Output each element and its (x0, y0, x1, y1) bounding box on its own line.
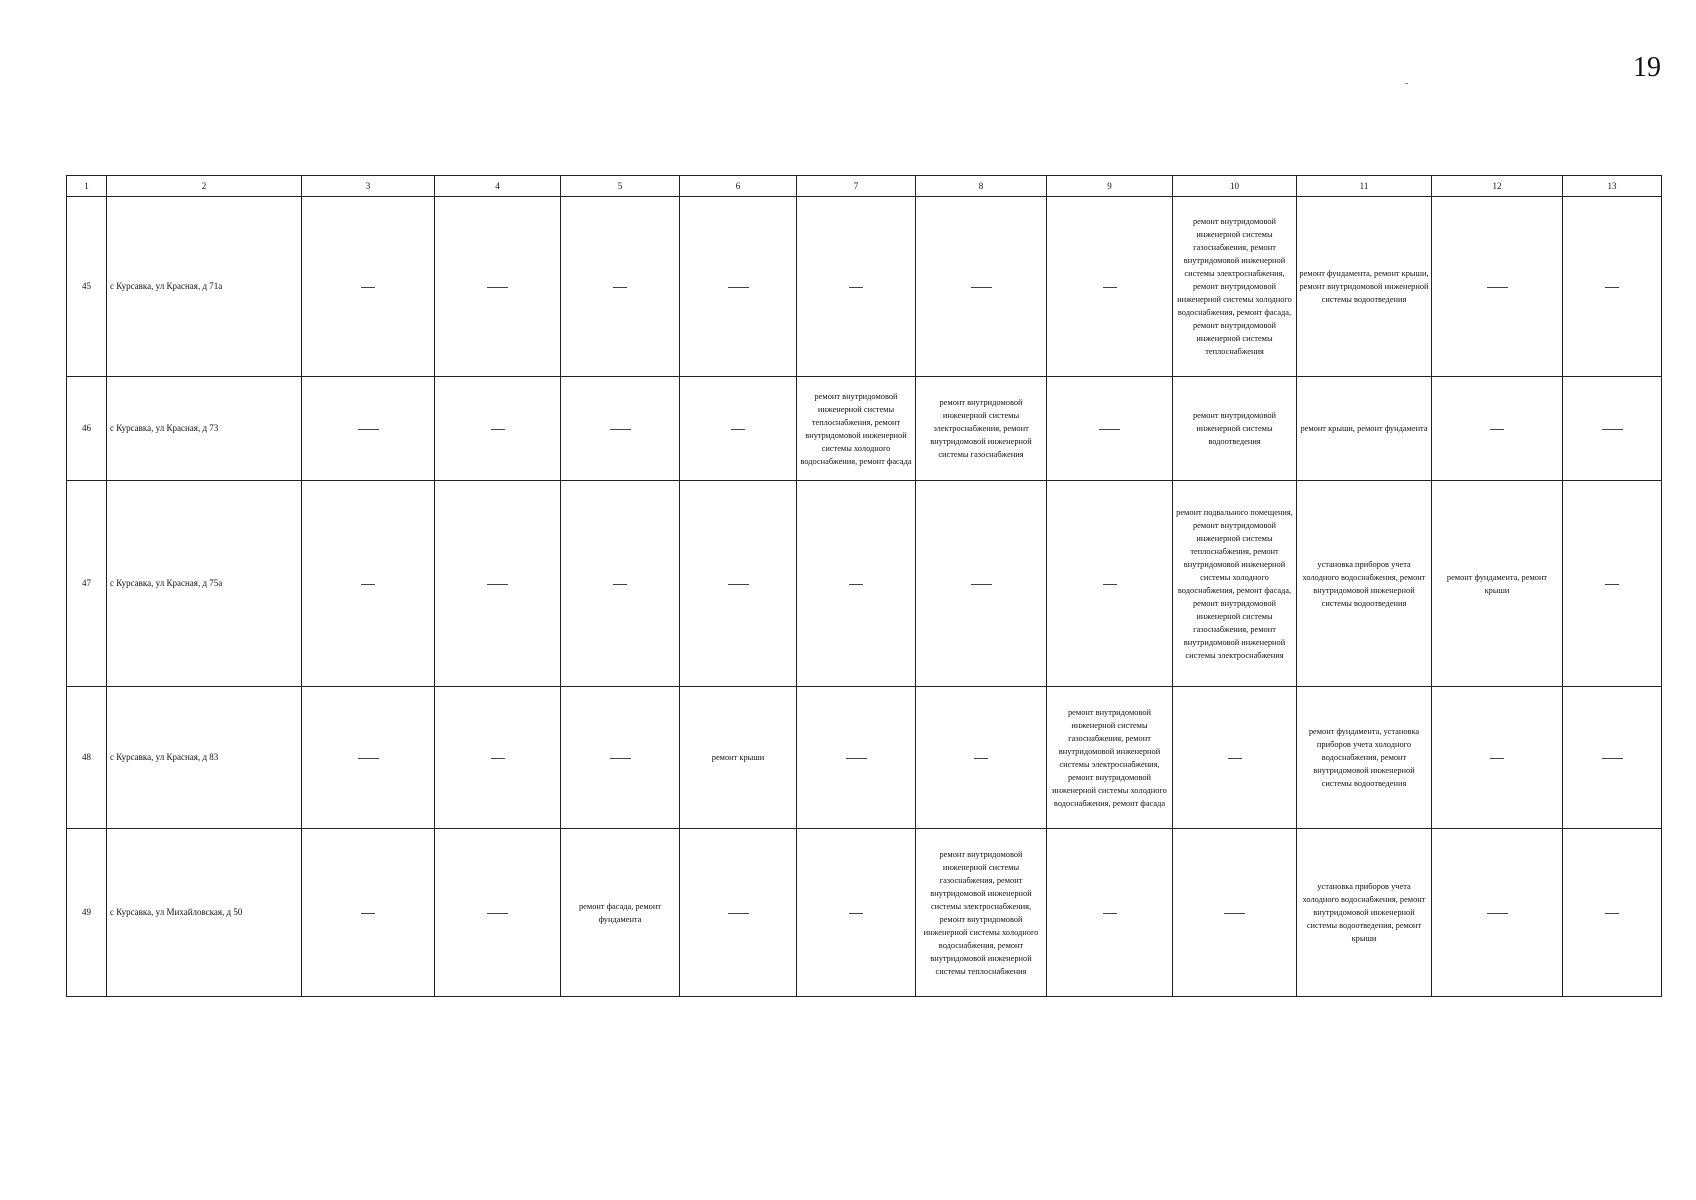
dash-mark (610, 429, 631, 430)
dash-mark (1487, 913, 1508, 914)
table-cell: ремонт фундамента, ремонт крыши, ремонт внутридомовой инженерной системы водоотведения (1297, 197, 1432, 377)
column-number: 12 (1432, 176, 1563, 197)
dash-mark (1099, 429, 1120, 430)
row-number: 45 (67, 197, 107, 377)
dash-mark (1103, 584, 1117, 585)
table-cell: установка приборов учета холодного водоснабжения, ремонт внутридомовой инженерной системы водоотведения, ремонт крыши (1297, 829, 1432, 997)
table-cell (1432, 687, 1563, 829)
table-cell: ремонт внутридомовой инженерной системы газоснабжения, ремонт внутридомовой инженерной системы электроснабжения, ремонт внутридомовой инженерной системы холодного водоснабжения, ремонт внутридомовой инженерной системы теплоснабжения (916, 829, 1047, 997)
dash-mark (728, 287, 749, 288)
table-cell (1563, 481, 1662, 687)
row-number: 49 (67, 829, 107, 997)
column-number: 10 (1173, 176, 1297, 197)
table-cell: ремонт внутридомовой инженерной системы теплоснабжения, ремонт внутридомовой инженерной системы холодного водоснабжения, ремонт фасада (797, 377, 916, 481)
table-cell (797, 197, 916, 377)
table-cell (797, 687, 916, 829)
dash-mark (487, 584, 508, 585)
table-cell (435, 377, 561, 481)
column-number-row (67, 176, 1662, 197)
row-number: 48 (67, 687, 107, 829)
table-cell: ремонт внутридомовой инженерной системы водоотведения (1173, 377, 1297, 481)
dash-mark (731, 429, 745, 430)
table-cell (302, 377, 435, 481)
table-cell: ремонт крыши (680, 687, 797, 829)
table-cell (680, 197, 797, 377)
table-cell (1432, 377, 1563, 481)
table-cell (1432, 197, 1563, 377)
dash-mark (358, 429, 379, 430)
table-cell (916, 687, 1047, 829)
table-cell: ремонт фундамента, установка приборов учета холодного водоснабжения, ремонт внутридомовой инженерной системы водоотведения (1297, 687, 1432, 829)
table-cell (302, 481, 435, 687)
dash-mark (1602, 758, 1623, 759)
dash-mark (361, 287, 375, 288)
column-number: 9 (1047, 176, 1173, 197)
table-cell (1047, 829, 1173, 997)
table-cell (1432, 829, 1563, 997)
dash-mark (1605, 287, 1619, 288)
table-cell (1173, 687, 1297, 829)
dash-mark (613, 287, 627, 288)
table-cell (1563, 197, 1662, 377)
column-number: 11 (1297, 176, 1432, 197)
table-cell (302, 197, 435, 377)
table-cell (435, 687, 561, 829)
table-cell (680, 377, 797, 481)
dash-mark (1103, 913, 1117, 914)
table-cell (1173, 829, 1297, 997)
column-number: 7 (797, 176, 916, 197)
table-cell (561, 481, 680, 687)
dash-mark (1605, 584, 1619, 585)
table-row (67, 829, 1662, 997)
table-row (67, 377, 1662, 481)
dash-mark (728, 913, 749, 914)
table-cell (1047, 377, 1173, 481)
column-number: 1 (67, 176, 107, 197)
dash-mark (1602, 429, 1623, 430)
table-cell: ремонт внутридомовой инженерной системы газоснабжения, ремонт внутридомовой инженерной системы электроснабжения, ремонт внутридомовой инженерной системы холодного водоснабжения, ремонт фасада, ремонт внутридомовой инженерной системы теплоснабжения (1173, 197, 1297, 377)
dash-mark (613, 584, 627, 585)
table-cell: ремонт фундамента, ремонт крыши (1432, 481, 1563, 687)
address-cell: с Курсавка, ул Красная, д 71а (107, 197, 302, 377)
dash-mark (974, 758, 988, 759)
table-cell (1563, 687, 1662, 829)
address-cell: с Курсавка, ул Михайловская, д 50 (107, 829, 302, 997)
dash-mark (849, 584, 863, 585)
address-cell: с Курсавка, ул Красная, д 73 (107, 377, 302, 481)
dash-mark (971, 584, 992, 585)
column-number: 13 (1563, 176, 1662, 197)
dash-mark (728, 584, 749, 585)
dash-mark (1228, 758, 1242, 759)
page-number: 19 (1633, 52, 1661, 83)
row-number: 47 (67, 481, 107, 687)
table-cell (561, 687, 680, 829)
dash-mark (1487, 287, 1508, 288)
repair-schedule-table (66, 175, 1662, 997)
column-number: 6 (680, 176, 797, 197)
table-cell (302, 829, 435, 997)
table-cell (797, 829, 916, 997)
dash-mark (1224, 913, 1245, 914)
table-cell (916, 197, 1047, 377)
table-cell (435, 829, 561, 997)
table-cell: ремонт внутридомовой инженерной системы газоснабжения, ремонт внутридомовой инженерной системы электроснабжения, ремонт внутридомовой инженерной системы холодного водоснабжения, ремонт фасада (1047, 687, 1173, 829)
column-number: 2 (107, 176, 302, 197)
column-number: 5 (561, 176, 680, 197)
table-cell (1563, 829, 1662, 997)
column-number: 4 (435, 176, 561, 197)
column-number: 3 (302, 176, 435, 197)
dash-mark (491, 758, 505, 759)
table-row (67, 481, 1662, 687)
table-cell (797, 481, 916, 687)
table-cell (916, 481, 1047, 687)
table-cell (1047, 197, 1173, 377)
dash-mark (1490, 758, 1504, 759)
table-cell (435, 197, 561, 377)
table-cell: ремонт крыши, ремонт фундамента (1297, 377, 1432, 481)
dash-mark (610, 758, 631, 759)
dash-mark (491, 429, 505, 430)
dash-mark (971, 287, 992, 288)
table-row (67, 197, 1662, 377)
dash-mark (849, 287, 863, 288)
table-cell (680, 481, 797, 687)
dash-mark (361, 913, 375, 914)
table-cell: ремонт фасада, ремонт фундамента (561, 829, 680, 997)
address-cell: с Курсавка, ул Красная, д 75а (107, 481, 302, 687)
dash-mark (358, 758, 379, 759)
table-cell (435, 481, 561, 687)
dash-mark (487, 287, 508, 288)
dash-mark (849, 913, 863, 914)
table-cell: ремонт подвального помещения, ремонт внутридомовой инженерной системы теплоснабжения, ремонт внутридомовой инженерной системы холодного водоснабжения, ремонт фасада, ремонт внутридомовой инженерной системы газоснабжения, ремонт внутридомовой инженерной системы электроснабжения (1173, 481, 1297, 687)
column-number: 8 (916, 176, 1047, 197)
table-row (67, 687, 1662, 829)
dash-mark (361, 584, 375, 585)
table-cell (680, 829, 797, 997)
dash-mark (1490, 429, 1504, 430)
table-cell (561, 377, 680, 481)
table-cell (1047, 481, 1173, 687)
table-cell: ремонт внутридомовой инженерной системы электроснабжения, ремонт внутридомовой инженерной системы газоснабжения (916, 377, 1047, 481)
row-number: 46 (67, 377, 107, 481)
dash-mark (1103, 287, 1117, 288)
dash-mark (487, 913, 508, 914)
address-cell: с Курсавка, ул Красная, д 83 (107, 687, 302, 829)
table-cell (561, 197, 680, 377)
table-cell (302, 687, 435, 829)
dash-mark (1605, 913, 1619, 914)
table-cell: установка приборов учета холодного водоснабжения, ремонт внутридомовой инженерной системы водоотведения (1297, 481, 1432, 687)
dash-mark (846, 758, 867, 759)
scan-speck (1405, 83, 1408, 84)
table-cell (1563, 377, 1662, 481)
